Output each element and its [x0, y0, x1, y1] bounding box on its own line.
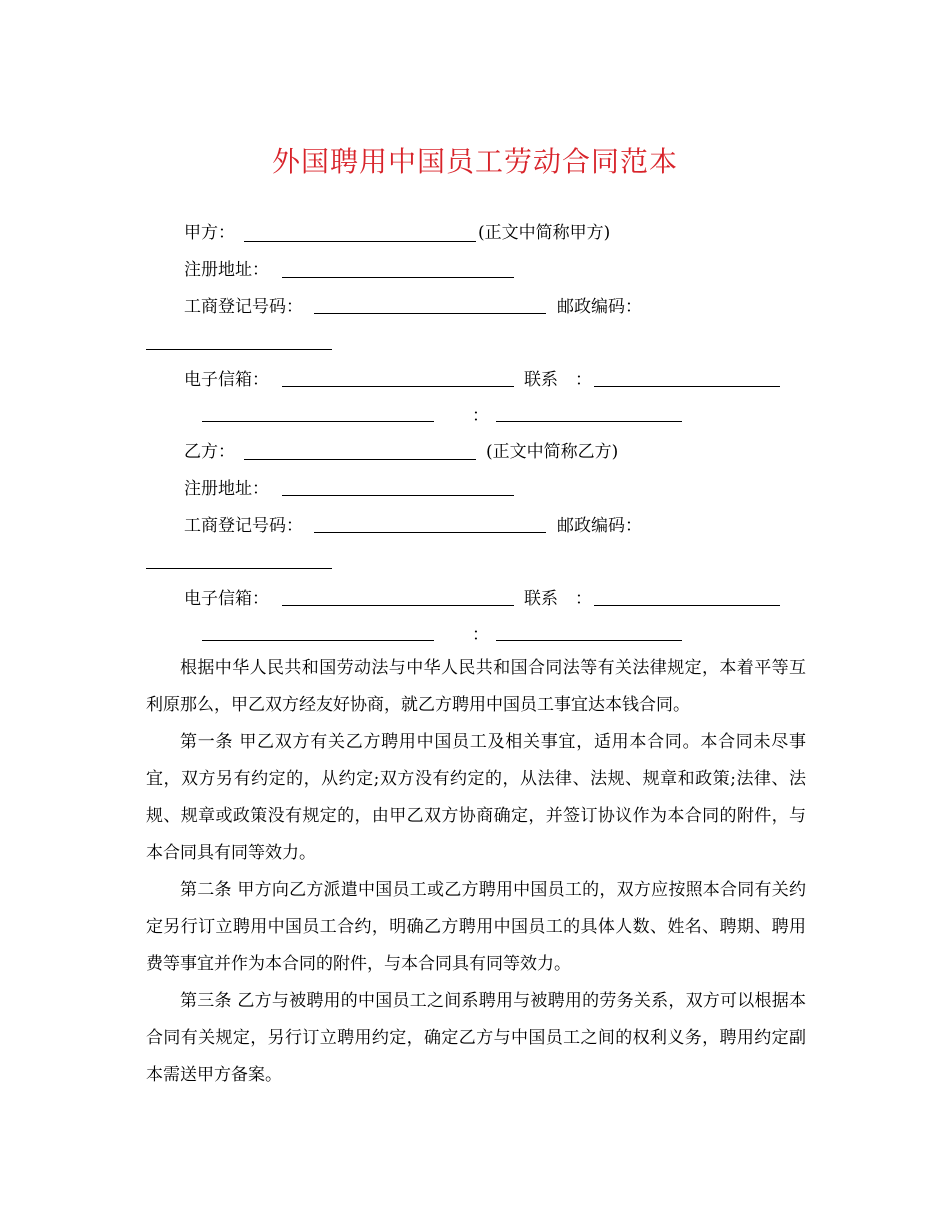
party-b-note: (正文中简称乙方): [486, 442, 619, 462]
party-a-contact-blank[interactable]: [594, 386, 780, 387]
contract-body: [146, 650, 806, 1094]
party-a-address-blank[interactable]: [282, 277, 514, 278]
party-b-extra-blank[interactable]: [202, 640, 434, 641]
party-b-colon: ：: [472, 625, 489, 645]
document-title: 外国聘用中国员工劳动合同范本: [271, 145, 678, 178]
party-b-email-blank[interactable]: [282, 605, 514, 606]
party-b-extra-blank-2[interactable]: [496, 640, 682, 641]
party-b-name-blank[interactable]: [244, 459, 476, 460]
party-a-postcode-blank[interactable]: [146, 349, 332, 350]
party-b-contact-blank[interactable]: [594, 605, 780, 606]
party-b-contact-label: 联系 ：: [524, 589, 592, 609]
party-a-extra-blank[interactable]: [202, 421, 434, 422]
paragraph-article-3: 第三条 乙方与被聘用的中国员工之间系聘用与被聘用的劳务关系，双方可以根据本合同有关规定，另行订立聘用约定，确定乙方与中国员工之间的权利义务，聘用约定副本需送甲方备案。: [146, 991, 806, 1085]
party-a-email-blank[interactable]: [282, 386, 514, 387]
party-b-address-label: 注册地址：: [184, 479, 269, 499]
paragraph-article-1: 第一条 甲乙双方有关乙方聘用中国员工及相关事宜，适用本合同。本合同未尽事宜，双方另有约定的，从约定;双方没有约定的，从法律、法规、规章和政策;法律、法规、规章或政策没有规定的，由甲乙双方协商确定，并签订协议作为本合同的附件，与本合同具有同等效力。: [146, 732, 806, 863]
party-b-reg-blank[interactable]: [314, 532, 546, 533]
party-a-contact-label: 联系 ：: [524, 370, 592, 390]
party-a-name-blank[interactable]: [244, 241, 476, 242]
party-a-postcode-label: 邮政编码：: [557, 297, 642, 317]
party-b-address-blank[interactable]: [282, 495, 514, 496]
party-a-colon: ：: [472, 406, 489, 426]
party-a-note: (正文中简称甲方): [478, 223, 611, 243]
party-b-postcode-label: 邮政编码：: [557, 516, 642, 536]
party-a-reg-blank[interactable]: [314, 313, 546, 314]
party-a-address-label: 注册地址：: [184, 260, 269, 280]
party-a-label: 甲方：: [184, 223, 235, 243]
party-a-extra-blank-2[interactable]: [496, 421, 682, 422]
paragraph-preamble: 根据中华人民共和国劳动法与中华人民共和国合同法等有关法律规定，本着平等互利原那么，甲乙双方经友好协商，就乙方聘用中国员工事宜达本钱合同。: [146, 658, 806, 715]
party-b-postcode-blank[interactable]: [146, 568, 332, 569]
party-b-email-label: 电子信箱：: [184, 589, 269, 609]
party-a-email-label: 电子信箱：: [184, 370, 269, 390]
paragraph-article-2: 第二条 甲方向乙方派遣中国员工或乙方聘用中国员工的，双方应按照本合同有关约定另行订立聘用中国员工合约，明确乙方聘用中国员工的具体人数、姓名、聘期、聘用费等事宜并作为本合同的附件，与本合同具有同等效力。: [146, 880, 806, 974]
party-a-reg-label: 工商登记号码：: [184, 297, 303, 317]
party-b-label: 乙方：: [184, 442, 235, 462]
party-b-reg-label: 工商登记号码：: [184, 516, 303, 536]
